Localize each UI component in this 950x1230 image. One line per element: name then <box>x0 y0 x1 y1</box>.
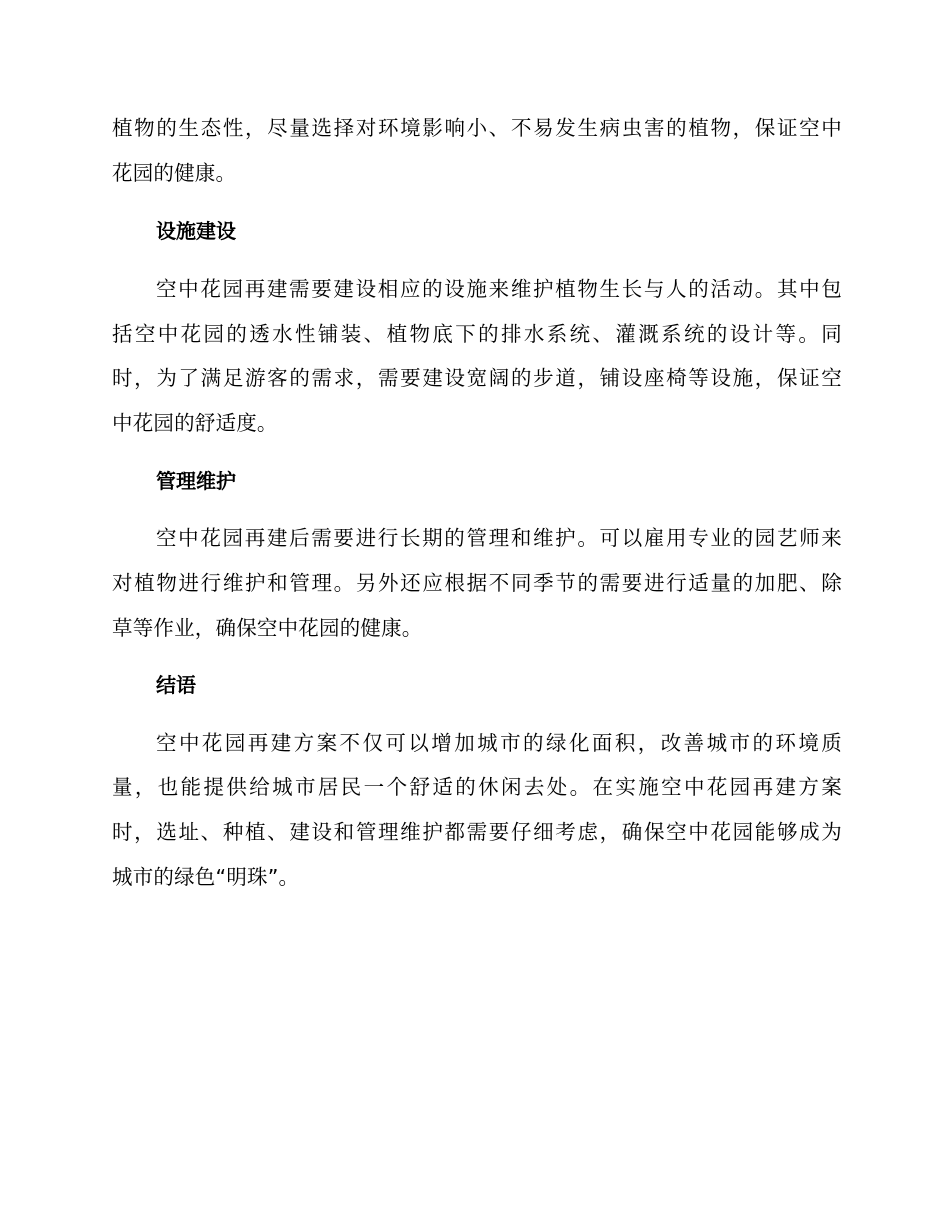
conclusion-paragraph-line: 城市的绿色“明珠”。 <box>112 865 300 889</box>
facilities-paragraph-line: 中花园的舒适度。 <box>112 411 278 435</box>
maintenance-paragraph-line: 草等作业，确保空中花园的健康。 <box>112 616 423 640</box>
conclusion-paragraph-line: 时，选址、种植、建设和管理维护都需要仔细考虑，确保空中花园能够成为 <box>112 820 842 844</box>
conclusion-paragraph-line: 空中花园再建方案不仅可以增加城市的绿化面积，改善城市的环境质 <box>156 731 842 755</box>
conclusion-paragraph-line: 量，也能提供给城市居民一个舒适的休闲去处。在实施空中花园再建方案 <box>112 775 842 799</box>
intro-paragraph-line: 植物的生态性，尽量选择对环境影响小、不易发生病虫害的植物，保证空中 <box>112 116 842 140</box>
facilities-paragraph-line: 括空中花园的透水性铺装、植物底下的排水系统、灌溉系统的设计等。同 <box>112 322 842 346</box>
section-heading-conclusion: 结语 <box>156 673 196 697</box>
maintenance-paragraph-line: 空中花园再建后需要进行长期的管理和维护。可以雇用专业的园艺师来 <box>156 526 842 550</box>
intro-paragraph-line: 花园的健康。 <box>112 161 237 185</box>
facilities-paragraph-line: 时，为了满足游客的需求，需要建设宽阔的步道，铺设座椅等设施，保证空 <box>112 366 842 390</box>
maintenance-paragraph-line: 对植物进行维护和管理。另外还应根据不同季节的需要进行适量的加肥、除 <box>112 571 842 595</box>
section-heading-facilities: 设施建设 <box>156 219 236 243</box>
facilities-paragraph-line: 空中花园再建需要建设相应的设施来维护植物生长与人的活动。其中包 <box>156 277 842 301</box>
section-heading-maintenance: 管理维护 <box>156 469 236 493</box>
